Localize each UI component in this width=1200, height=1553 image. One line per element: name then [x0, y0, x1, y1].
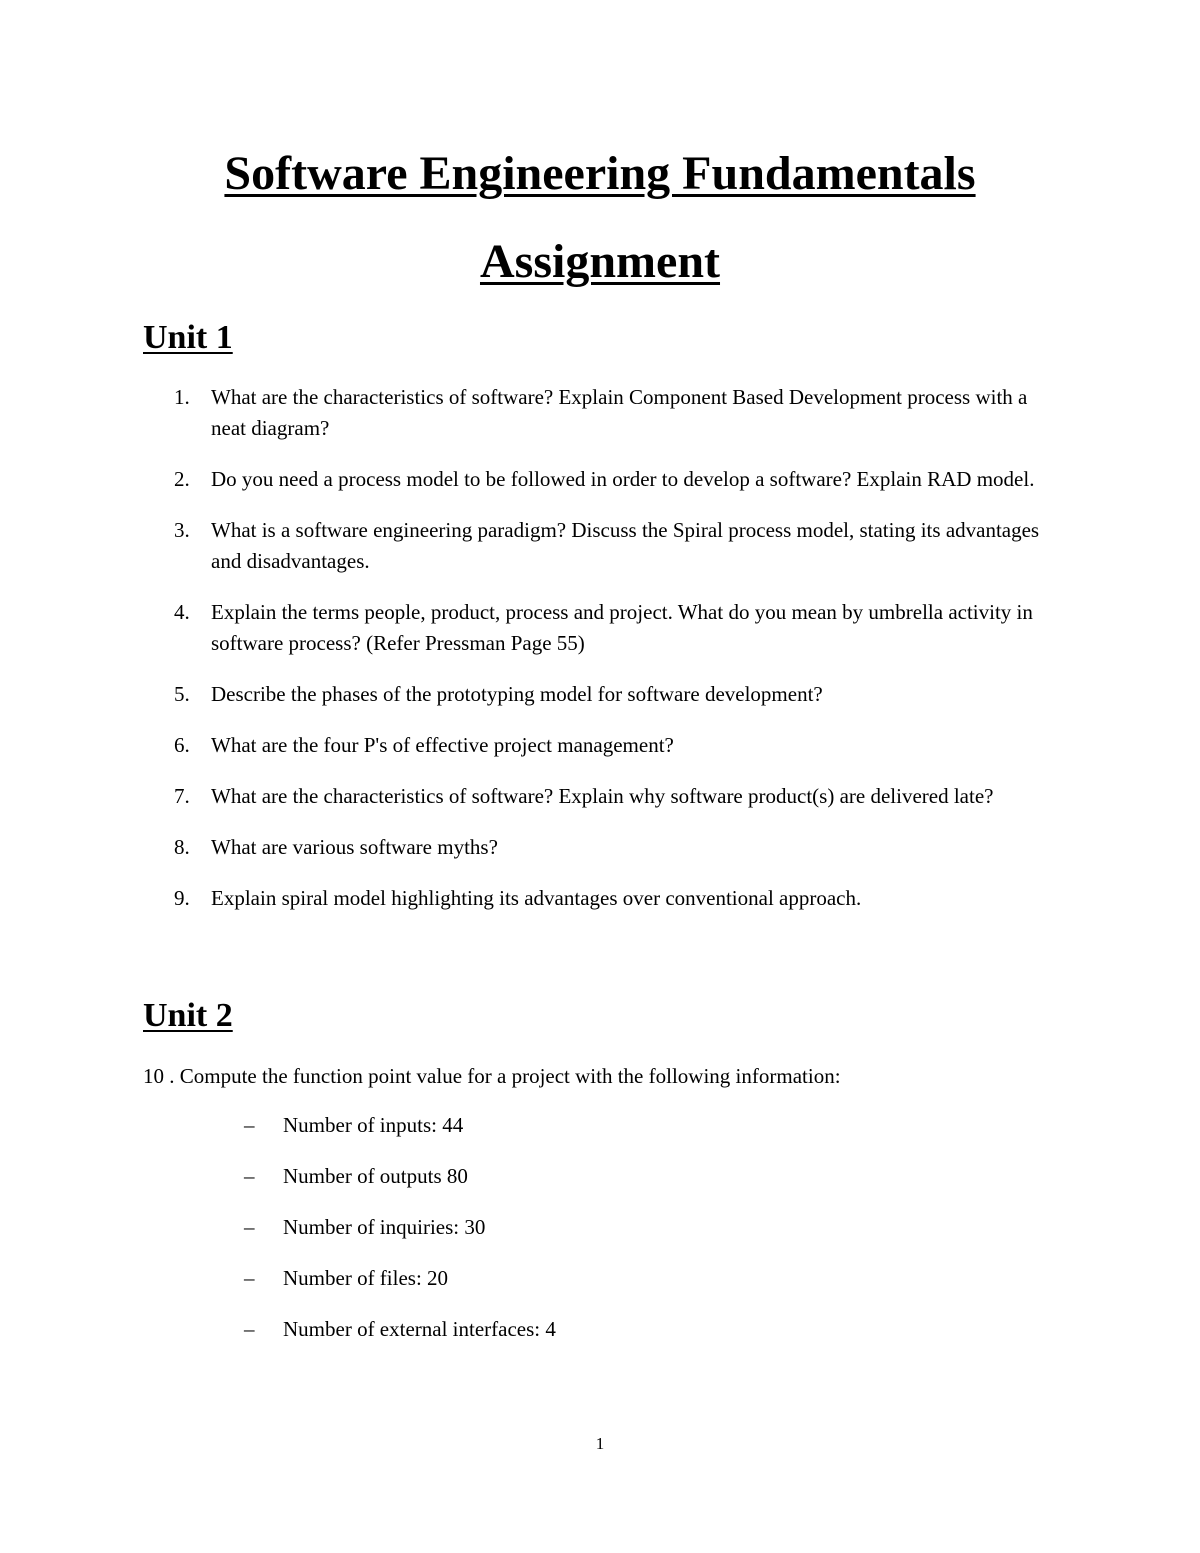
list-item-text: Number of inputs: 44	[283, 1113, 464, 1137]
question-item	[0, 515, 1200, 577]
list-item	[0, 1161, 1200, 1192]
question-number: 9.	[174, 886, 190, 910]
question-number: 6.	[174, 733, 190, 757]
question-number: 7.	[174, 784, 190, 808]
dash-bullet: –	[244, 1317, 255, 1341]
page-number: 1	[595, 1434, 605, 1453]
question-item	[0, 781, 1200, 812]
question-text: What is a software engineering paradigm? Discuss the Spiral process model, stating its advantages and disadvantages.	[211, 518, 1040, 573]
question-item	[0, 883, 1200, 914]
list-item	[0, 1263, 1200, 1294]
question-number: 2.	[174, 467, 190, 491]
question-item	[0, 597, 1200, 659]
list-item-text: Number of files: 20	[283, 1266, 449, 1290]
question-text: What are the characteristics of software? Explain why software product(s) are delivered late?	[211, 784, 994, 808]
question-item	[0, 464, 1200, 495]
question-10-text: 10 . Compute the function point value for a project with the following information:	[143, 1064, 841, 1088]
question-number: 5.	[174, 682, 190, 706]
list-item	[0, 1314, 1200, 1345]
dash-bullet: –	[244, 1164, 255, 1188]
question-item	[0, 832, 1200, 863]
question-text: Do you need a process model to be followed in order to develop a software? Explain RAD model.	[211, 467, 1035, 491]
question-text: Describe the phases of the prototyping model for software development?	[211, 682, 823, 706]
unit-1-question-list	[0, 382, 1200, 934]
question-text: Explain spiral model highlighting its advantages over conventional approach.	[211, 886, 862, 910]
question-text: Explain the terms people, product, process and project. What do you mean by umbrella activity in software process? (Refer Pressman Page 55)	[211, 600, 1033, 655]
dash-bullet: –	[244, 1266, 255, 1290]
list-item-text: Number of outputs 80	[283, 1164, 468, 1188]
question-number: 8.	[174, 835, 190, 859]
question-text: What are various software myths?	[211, 835, 498, 859]
function-point-list	[0, 1110, 1200, 1365]
unit-2-heading: Unit 2	[143, 997, 233, 1034]
question-item	[0, 679, 1200, 710]
question-text: What are the four P's of effective project management?	[211, 733, 674, 757]
document-subtitle: Assignment	[479, 235, 721, 288]
document-title: Software Engineering Fundamentals	[224, 147, 976, 200]
question-number: 1.	[174, 385, 190, 409]
list-item	[0, 1110, 1200, 1141]
list-item	[0, 1212, 1200, 1243]
question-number: 4.	[174, 600, 190, 624]
unit-1-heading: Unit 1	[143, 319, 233, 356]
list-item-text: Number of external interfaces: 4	[283, 1317, 556, 1341]
question-item	[0, 382, 1200, 444]
dash-bullet: –	[244, 1113, 255, 1137]
question-text: What are the characteristics of software? Explain Component Based Development process with a neat diagram?	[211, 385, 1028, 440]
question-item	[0, 730, 1200, 761]
list-item-text: Number of inquiries: 30	[283, 1215, 486, 1239]
question-number: 3.	[174, 518, 190, 542]
dash-bullet: –	[244, 1215, 255, 1239]
